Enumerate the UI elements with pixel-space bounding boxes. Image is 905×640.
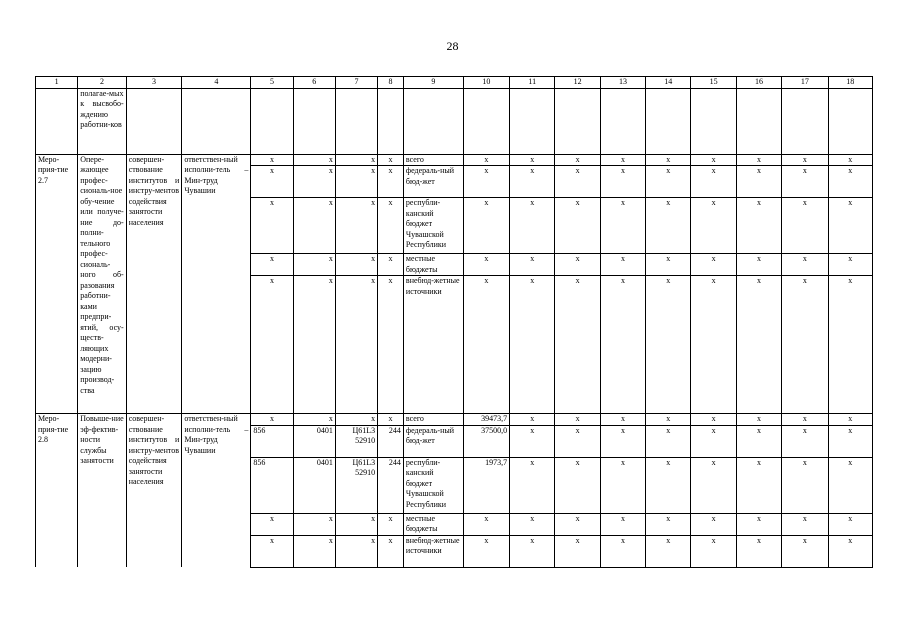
year-value-cell: х: [782, 166, 828, 198]
year-value-cell: х: [555, 457, 600, 513]
year-value-cell: х: [646, 457, 691, 513]
cell-empty: [736, 88, 781, 154]
measure-name: Меро-прия-тие 2.7: [36, 154, 78, 414]
year-value-cell: х: [782, 414, 828, 426]
cell-empty: [126, 88, 182, 154]
column-header-8: 8: [378, 77, 404, 89]
expense-type-code: 244: [378, 457, 404, 513]
funding-amount: х: [463, 254, 509, 276]
funding-amount: х: [463, 166, 509, 198]
year-value-cell: х: [782, 513, 828, 535]
measure-row: [36, 154, 873, 166]
year-value-cell: х: [555, 535, 600, 567]
year-value-cell: х: [555, 154, 600, 166]
funding-source: внебюд-жетные источники: [403, 535, 463, 567]
year-value-cell: х: [736, 254, 781, 276]
expense-type-code: х: [378, 414, 404, 426]
year-value-cell: х: [600, 198, 645, 254]
year-value-cell: х: [828, 535, 872, 567]
section-code: х: [293, 254, 335, 276]
cell-empty: [555, 88, 600, 154]
cell-empty: [378, 88, 404, 154]
year-value-cell: х: [510, 198, 555, 254]
grbs-code: 856: [251, 457, 293, 513]
column-header-1: 1: [36, 77, 78, 89]
cell-empty: [182, 88, 251, 154]
cell-empty: [646, 88, 691, 154]
column-header-5: 5: [251, 77, 293, 89]
year-value-cell: х: [600, 425, 645, 457]
expense-type-code: х: [378, 166, 404, 198]
section-code: х: [293, 513, 335, 535]
funding-source: всего: [403, 414, 463, 426]
year-value-cell: х: [828, 414, 872, 426]
year-value-cell: х: [782, 254, 828, 276]
year-value-cell: х: [736, 166, 781, 198]
section-code: х: [293, 414, 335, 426]
year-value-cell: х: [691, 425, 736, 457]
cell-empty: [691, 88, 736, 154]
grbs-code: х: [251, 535, 293, 567]
expense-type-code: х: [378, 154, 404, 166]
funding-source: всего: [403, 154, 463, 166]
funding-source: республи-канский бюджет Чувашской Республики: [403, 198, 463, 254]
year-value-cell: х: [555, 166, 600, 198]
target-article-code: х: [335, 254, 377, 276]
measure-row: [36, 414, 873, 426]
year-value-cell: х: [555, 276, 600, 414]
expense-type-code: х: [378, 276, 404, 414]
year-value-cell: х: [510, 457, 555, 513]
column-header-2: 2: [78, 77, 126, 89]
column-header-11: 11: [510, 77, 555, 89]
measure-executor: ответствен-ный исполни-тель – Мин-труд Чувашии: [182, 154, 251, 414]
expense-type-code: х: [378, 513, 404, 535]
target-article-code: х: [335, 535, 377, 567]
year-value-cell: х: [510, 425, 555, 457]
cell-empty: [782, 88, 828, 154]
column-header-16: 16: [736, 77, 781, 89]
header-row: [36, 77, 873, 89]
year-value-cell: х: [600, 254, 645, 276]
year-value-cell: х: [691, 254, 736, 276]
column-header-4: 4: [182, 77, 251, 89]
year-value-cell: х: [736, 535, 781, 567]
funding-amount: 1973,7: [463, 457, 509, 513]
year-value-cell: х: [691, 414, 736, 426]
year-value-cell: х: [555, 513, 600, 535]
year-value-cell: х: [555, 198, 600, 254]
funding-amount: х: [463, 198, 509, 254]
column-header-10: 10: [463, 77, 509, 89]
year-value-cell: х: [782, 198, 828, 254]
grbs-code: х: [251, 276, 293, 414]
column-header-13: 13: [600, 77, 645, 89]
funding-source: местные бюджеты: [403, 254, 463, 276]
measure-goal: совершен-ствование институтов и инстру-ментов содействия занятости населения: [126, 154, 182, 414]
year-value-cell: х: [646, 276, 691, 414]
year-value-cell: х: [828, 425, 872, 457]
year-value-cell: х: [828, 276, 872, 414]
year-value-cell: х: [555, 254, 600, 276]
page-number: 28: [446, 39, 459, 53]
funding-amount: 39473,7: [463, 414, 509, 426]
year-value-cell: х: [691, 198, 736, 254]
year-value-cell: х: [782, 276, 828, 414]
measure-executor: ответствен-ный исполни-тель – Мин-труд Чувашии: [182, 414, 251, 568]
funding-source: местные бюджеты: [403, 513, 463, 535]
expense-type-code: х: [378, 535, 404, 567]
year-value-cell: х: [691, 154, 736, 166]
target-article-code: х: [335, 166, 377, 198]
year-value-cell: х: [646, 414, 691, 426]
target-article-code: х: [335, 414, 377, 426]
year-value-cell: х: [782, 425, 828, 457]
column-header-12: 12: [555, 77, 600, 89]
column-header-14: 14: [646, 77, 691, 89]
funding-source: федераль-ный бюд-жет: [403, 425, 463, 457]
year-value-cell: х: [736, 414, 781, 426]
cell-empty: [510, 88, 555, 154]
section-code: х: [293, 154, 335, 166]
cell-empty: [600, 88, 645, 154]
cell-empty: [251, 88, 293, 154]
funding-amount: х: [463, 513, 509, 535]
grbs-code: х: [251, 513, 293, 535]
funding-amount: х: [463, 535, 509, 567]
measure-goal: совершен-ствование институтов и инстру-ментов содействия занятости населения: [126, 414, 182, 568]
year-value-cell: х: [646, 198, 691, 254]
funding-amount: 37500,0: [463, 425, 509, 457]
year-value-cell: х: [782, 457, 828, 513]
section-code: х: [293, 166, 335, 198]
funding-source: внебюд-жетные источники: [403, 276, 463, 414]
measure-description: Опере-жающее профес-сиональ-ное обу-чение или получе-ние до-полни-тельного профес-сиональ-ного об-разования работни-ками предпри-ятий, осу-ществ-ляющих модерни-зацию производ-ства: [78, 154, 126, 414]
year-value-cell: х: [828, 254, 872, 276]
target-article-code: х: [335, 276, 377, 414]
year-value-cell: х: [646, 535, 691, 567]
year-value-cell: х: [828, 513, 872, 535]
funding-source: федераль-ный бюд-жет: [403, 166, 463, 198]
grbs-code: х: [251, 166, 293, 198]
section-code: 0401: [293, 457, 335, 513]
expense-type-code: 244: [378, 425, 404, 457]
column-header-17: 17: [782, 77, 828, 89]
year-value-cell: х: [691, 535, 736, 567]
year-value-cell: х: [691, 276, 736, 414]
expense-type-code: х: [378, 198, 404, 254]
grbs-code: х: [251, 254, 293, 276]
year-value-cell: х: [555, 414, 600, 426]
program-table: [35, 76, 873, 568]
target-article-code: Ц61L3 52910: [335, 457, 377, 513]
year-value-cell: х: [736, 198, 781, 254]
year-value-cell: х: [736, 154, 781, 166]
target-article-code: х: [335, 513, 377, 535]
column-header-3: 3: [126, 77, 182, 89]
year-value-cell: х: [646, 154, 691, 166]
funding-amount: х: [463, 154, 509, 166]
column-header-9: 9: [403, 77, 463, 89]
column-header-6: 6: [293, 77, 335, 89]
year-value-cell: х: [736, 276, 781, 414]
year-value-cell: х: [782, 154, 828, 166]
funding-source: республи-канский бюджет Чувашской Республики: [403, 457, 463, 513]
year-value-cell: х: [782, 535, 828, 567]
year-value-cell: х: [828, 166, 872, 198]
year-value-cell: х: [600, 457, 645, 513]
year-value-cell: х: [646, 425, 691, 457]
section-code: х: [293, 276, 335, 414]
year-value-cell: х: [736, 457, 781, 513]
year-value-cell: х: [600, 414, 645, 426]
column-header-15: 15: [691, 77, 736, 89]
section-code: х: [293, 198, 335, 254]
target-article-code: х: [335, 198, 377, 254]
year-value-cell: х: [736, 513, 781, 535]
year-value-cell: х: [510, 535, 555, 567]
cell-empty: [828, 88, 872, 154]
year-value-cell: х: [600, 513, 645, 535]
measure-description: Повыше-ние эф-фектив-ности службы занятости: [78, 414, 126, 568]
cell-empty: [403, 88, 463, 154]
expense-type-code: х: [378, 254, 404, 276]
year-value-cell: х: [510, 166, 555, 198]
year-value-cell: х: [510, 154, 555, 166]
year-value-cell: х: [828, 198, 872, 254]
year-value-cell: х: [510, 414, 555, 426]
year-value-cell: х: [828, 154, 872, 166]
continuation-row: [36, 88, 873, 154]
column-header-18: 18: [828, 77, 872, 89]
year-value-cell: х: [510, 513, 555, 535]
grbs-code: х: [251, 414, 293, 426]
cell-empty: [36, 88, 78, 154]
cell-empty: [463, 88, 509, 154]
section-code: х: [293, 535, 335, 567]
year-value-cell: х: [691, 457, 736, 513]
year-value-cell: х: [646, 254, 691, 276]
section-code: 0401: [293, 425, 335, 457]
continuation-text: полагае-мых к высвобо-ждению работни-ков: [78, 88, 126, 154]
grbs-code: х: [251, 154, 293, 166]
target-article-code: х: [335, 154, 377, 166]
year-value-cell: х: [646, 166, 691, 198]
year-value-cell: х: [736, 425, 781, 457]
year-value-cell: х: [646, 513, 691, 535]
cell-empty: [293, 88, 335, 154]
column-header-7: 7: [335, 77, 377, 89]
year-value-cell: х: [691, 513, 736, 535]
year-value-cell: х: [691, 166, 736, 198]
year-value-cell: х: [828, 457, 872, 513]
grbs-code: х: [251, 198, 293, 254]
grbs-code: 856: [251, 425, 293, 457]
year-value-cell: х: [510, 254, 555, 276]
year-value-cell: х: [600, 154, 645, 166]
year-value-cell: х: [600, 535, 645, 567]
year-value-cell: х: [555, 425, 600, 457]
year-value-cell: х: [600, 276, 645, 414]
year-value-cell: х: [510, 276, 555, 414]
cell-empty: [335, 88, 377, 154]
measure-name: Меро-прия-тие 2.8: [36, 414, 78, 568]
target-article-code: Ц61L3 52910: [335, 425, 377, 457]
year-value-cell: х: [600, 166, 645, 198]
funding-amount: х: [463, 276, 509, 414]
